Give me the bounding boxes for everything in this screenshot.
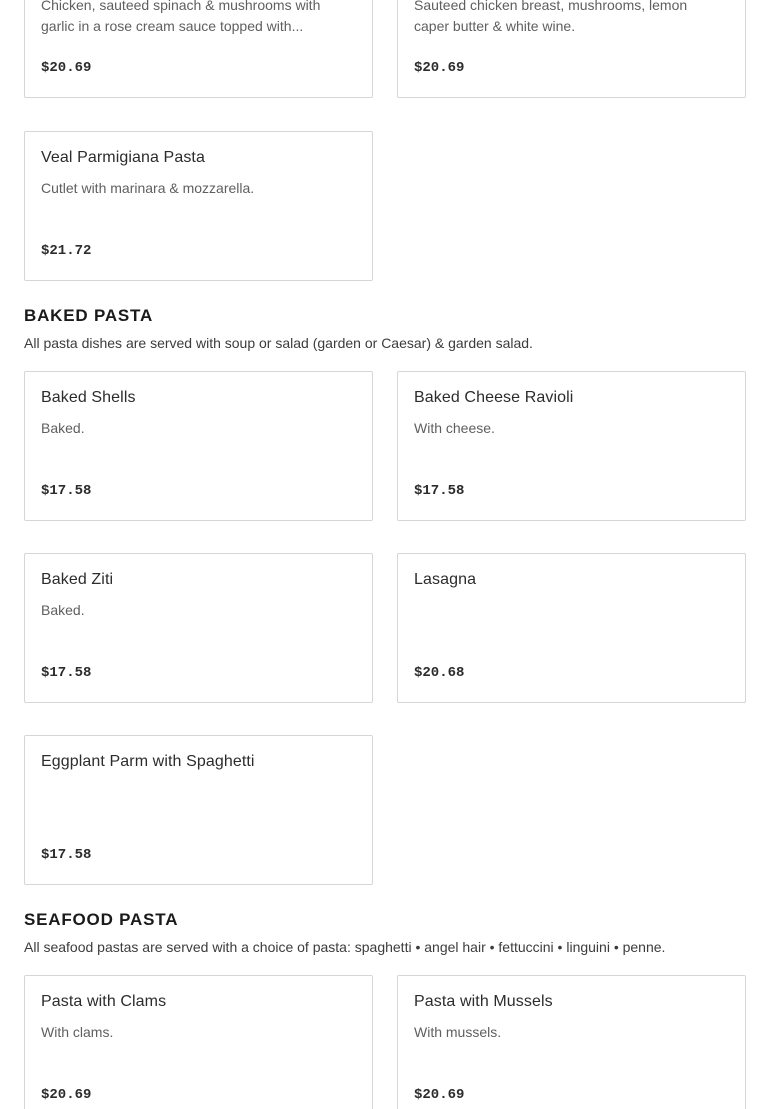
menu-item-card[interactable] <box>24 131 373 281</box>
menu-item-card[interactable] <box>397 0 746 98</box>
menu-item-description: Baked. <box>41 602 85 618</box>
menu-item-card[interactable] <box>24 735 373 885</box>
section-title-baked-pasta: BAKED PASTA <box>24 306 154 325</box>
menu-item-card[interactable] <box>24 0 373 98</box>
menu-item-description: Cutlet with marinara & mozzarella. <box>41 180 255 196</box>
menu-item-description: Baked. <box>41 420 85 436</box>
menu-item-card[interactable] <box>24 553 373 703</box>
menu-item-card[interactable] <box>24 371 373 521</box>
menu-item-description: With cheese. <box>414 420 495 436</box>
menu-item-price: $20.69 <box>414 1087 465 1103</box>
menu-item-price: $20.68 <box>414 665 465 681</box>
menu-item-description: Chicken, sauteed spinach & mushrooms with garlic in a rose cream sauce topped with... <box>41 0 321 34</box>
menu-item-price: $17.58 <box>41 483 92 499</box>
menu-item-card[interactable] <box>24 975 373 1109</box>
menu-item-price: $20.69 <box>41 60 92 76</box>
menu-item-price: $21.72 <box>41 243 92 259</box>
menu-item-name: Pasta with Clams <box>41 993 167 1010</box>
menu-item-price: $17.58 <box>414 483 465 499</box>
menu-item-name: Pasta with Mussels <box>414 993 553 1010</box>
section-note-baked-pasta: All pasta dishes are served with soup or salad (garden or Caesar) & garden salad. <box>24 335 533 351</box>
menu-item-price: $20.69 <box>414 60 465 76</box>
menu-item-card[interactable] <box>397 371 746 521</box>
menu-item-name: Veal Parmigiana Pasta <box>41 149 205 166</box>
menu-item-name: Baked Ziti <box>41 571 114 588</box>
section-note-seafood-pasta: All seafood pastas are served with a choice of pasta: spaghetti • angel hair • fettuccini • linguini • penne. <box>24 939 666 955</box>
menu-item-name: Baked Shells <box>41 389 136 406</box>
menu-item-description: Sauteed chicken breast, mushrooms, lemon caper butter & white wine. <box>414 0 688 34</box>
menu-item-name: Lasagna <box>414 571 477 588</box>
menu-item-price: $17.58 <box>41 665 92 681</box>
menu-item-name: Baked Cheese Ravioli <box>414 389 574 406</box>
section-title-seafood-pasta: SEAFOOD PASTA <box>24 910 179 929</box>
menu-item-card[interactable] <box>397 553 746 703</box>
menu-item-description: With mussels. <box>414 1024 502 1040</box>
menu-item-description: With clams. <box>41 1024 114 1040</box>
menu-item-card[interactable] <box>397 975 746 1109</box>
menu-item-price: $20.69 <box>41 1087 92 1103</box>
menu-item-name: Eggplant Parm with Spaghetti <box>41 753 255 770</box>
menu-item-price: $17.58 <box>41 847 92 863</box>
